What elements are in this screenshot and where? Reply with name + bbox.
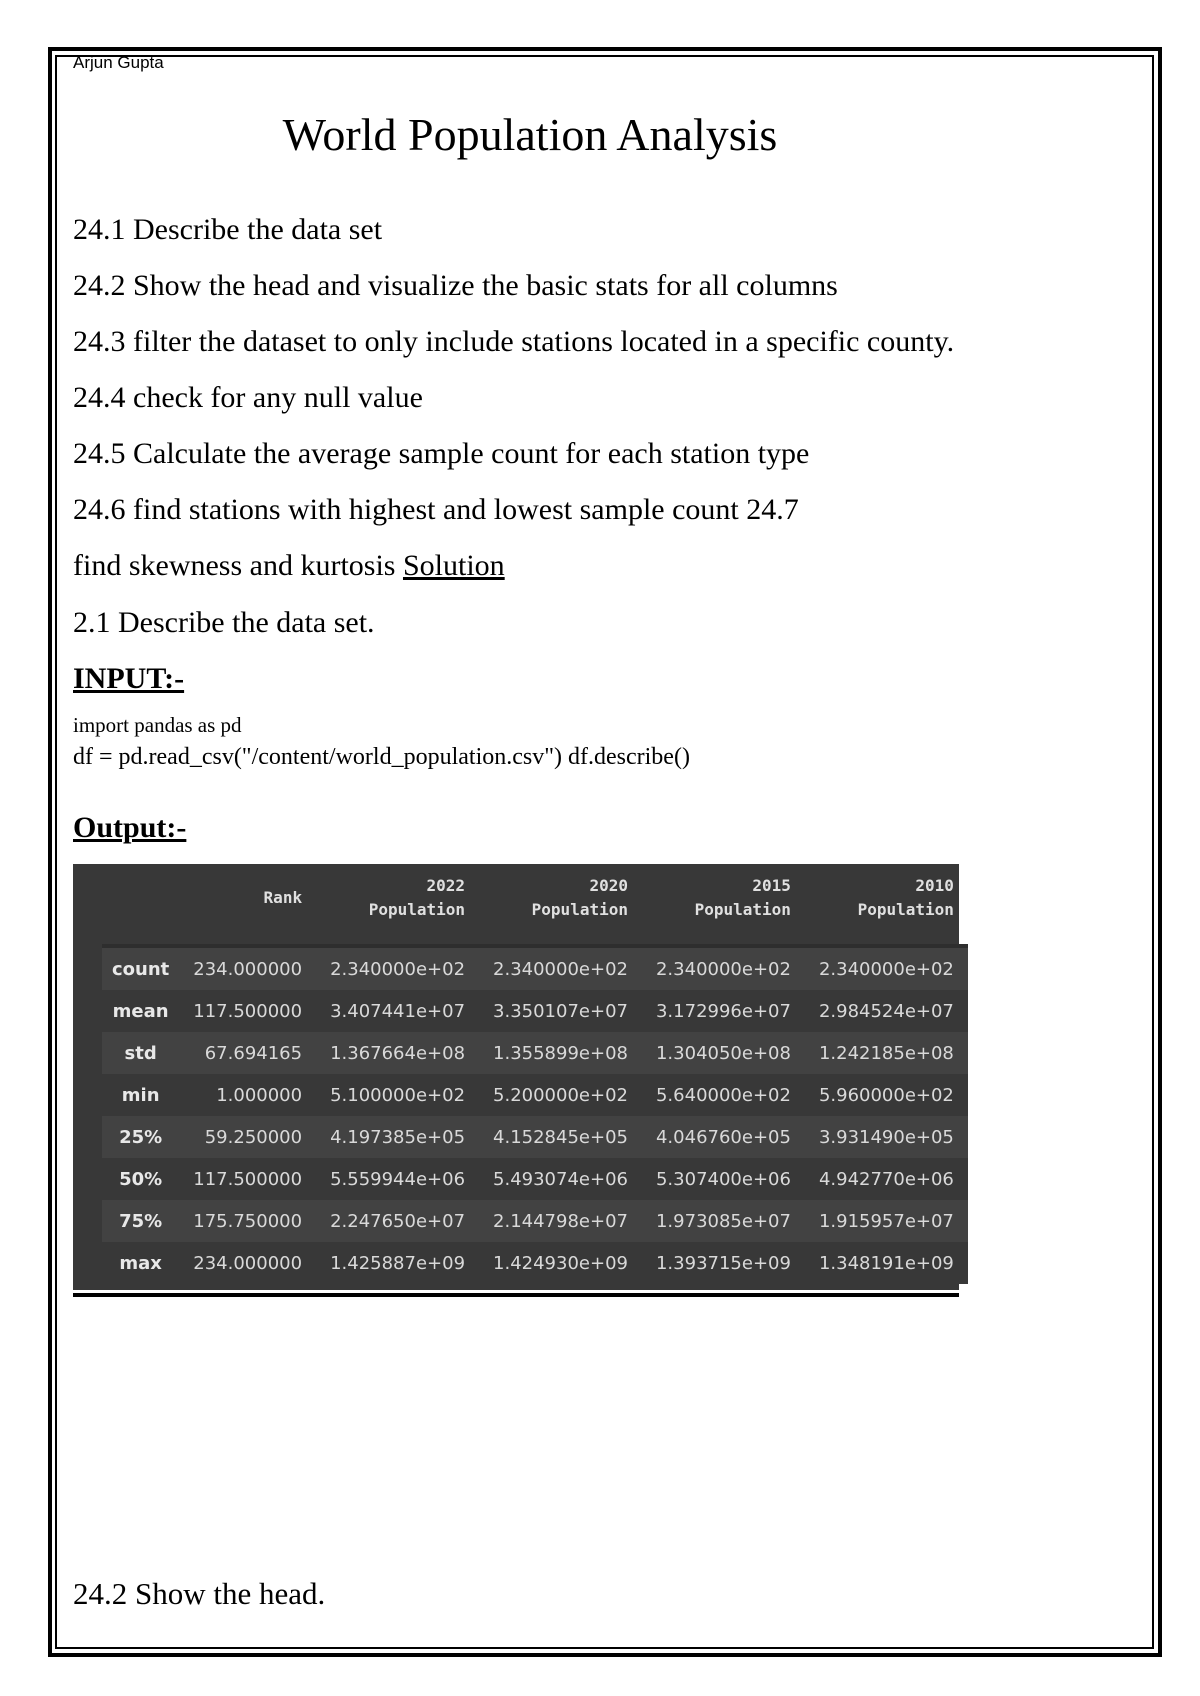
table-cell: 4.942770e+06 [818, 1168, 954, 1190]
column-header: 2022 Population [368, 876, 466, 919]
table-cell: 1.424930e+09 [493, 1252, 628, 1274]
corner-header [102, 874, 179, 944]
task-item: 24.4 check for any null value [73, 381, 423, 414]
table-cell: 4.046760e+05 [655, 1126, 791, 1148]
table-cell: 5.493074e+06 [493, 1168, 628, 1190]
table-cell: 1.367664e+08 [330, 1042, 466, 1064]
task-item: 24.2 Show the head and visualize the basic stats for all columns [73, 269, 838, 302]
table-row [102, 1200, 968, 1242]
table-cell: 2.984524e+07 [818, 1000, 954, 1022]
subsection-title: 2.1 Describe the data set. [73, 606, 375, 639]
author-name: Arjun Gupta [73, 53, 164, 72]
table-cell: 3.350107e+07 [493, 1000, 628, 1022]
code-line-describe: df = pd.read_csv("/content/world_population.csv") df.describe() [73, 744, 690, 770]
table-cell: 4.197385e+05 [330, 1126, 466, 1148]
table-cell: 117.500000 [193, 1168, 303, 1190]
section-title-show-head: 24.2 Show the head. [73, 1576, 326, 1611]
table-cell: 3.931490e+05 [818, 1126, 954, 1148]
table-cell: 1.915957e+07 [818, 1210, 954, 1232]
table-cell: 234.000000 [193, 958, 303, 980]
table-cell: 4.152845e+05 [493, 1126, 628, 1148]
task-item: 24.1 Describe the data set [73, 213, 383, 246]
table-cell: 5.640000e+02 [655, 1084, 791, 1106]
table-cell: 1.348191e+09 [818, 1252, 954, 1274]
row-label: 75% [119, 1210, 163, 1232]
task-item: 24.5 Calculate the average sample count for each station type [73, 437, 810, 470]
table-row [102, 1242, 968, 1284]
table-cell: 117.500000 [193, 1000, 303, 1022]
row-label: count [112, 958, 170, 980]
row-label: max [119, 1252, 162, 1274]
table-row [102, 990, 968, 1032]
table-row [102, 1116, 968, 1158]
table-cell: 2.340000e+02 [818, 958, 954, 980]
row-label: 50% [119, 1168, 163, 1190]
table-cell: 67.694165 [204, 1042, 303, 1064]
column-header: 2010 Population [857, 876, 954, 919]
describe-table [102, 874, 968, 1284]
table-cell: 3.407441e+07 [330, 1000, 466, 1022]
table-row [102, 1074, 968, 1116]
row-label: min [121, 1084, 160, 1106]
table-cell: 1.393715e+09 [655, 1252, 791, 1274]
task-item: 24.6 find stations with highest and lowest sample count 24.7 [73, 493, 799, 526]
page-title: World Population Analysis [282, 109, 778, 160]
task-item-last [73, 549, 505, 583]
table-cell: 2.340000e+02 [330, 958, 466, 980]
solution-label: Solution [402, 549, 505, 582]
table-cell: 5.559944e+06 [330, 1168, 466, 1190]
table-cell: 1.000000 [216, 1084, 303, 1106]
table-cell: 1.304050e+08 [655, 1042, 791, 1064]
table-cell: 1.973085e+07 [655, 1210, 791, 1232]
output-heading: Output:- [73, 811, 187, 844]
task-item: 24.3 filter the dataset to only include stations located in a specific county. [73, 325, 955, 358]
table-cell: 3.172996e+07 [655, 1000, 791, 1022]
table-row [102, 948, 968, 990]
table-cell: 5.960000e+02 [818, 1084, 954, 1106]
table-cell: 1.355899e+08 [493, 1042, 628, 1064]
table-cell: 5.307400e+06 [655, 1168, 791, 1190]
table-cell: 5.200000e+02 [493, 1084, 628, 1106]
table-cell: 175.750000 [193, 1210, 303, 1232]
table-cell: 2.340000e+02 [493, 958, 628, 980]
task-last-text: find skewness and kurtosis [73, 549, 403, 582]
row-label: 25% [119, 1126, 163, 1148]
column-header: Rank [263, 888, 303, 907]
table-cell: 5.100000e+02 [330, 1084, 466, 1106]
table-cell: 234.000000 [193, 1252, 303, 1274]
table-cell: 1.425887e+09 [330, 1252, 466, 1274]
code-line-import: import pandas as pd [73, 713, 242, 737]
row-label: mean [112, 1000, 169, 1022]
table-cell: 1.242185e+08 [818, 1042, 954, 1064]
table-underline [73, 1293, 959, 1297]
table-row [102, 1158, 968, 1200]
input-heading: INPUT:- [73, 662, 185, 695]
table-cell: 59.250000 [204, 1126, 303, 1148]
column-header: 2020 Population [531, 876, 628, 919]
row-label: std [124, 1042, 157, 1064]
output-table-screenshot [73, 864, 959, 1290]
table-cell: 2.144798e+07 [493, 1210, 628, 1232]
table-cell: 2.340000e+02 [655, 958, 791, 980]
table-row [102, 1032, 968, 1074]
table-cell: 2.247650e+07 [330, 1210, 466, 1232]
column-header: 2015 Population [694, 876, 791, 919]
